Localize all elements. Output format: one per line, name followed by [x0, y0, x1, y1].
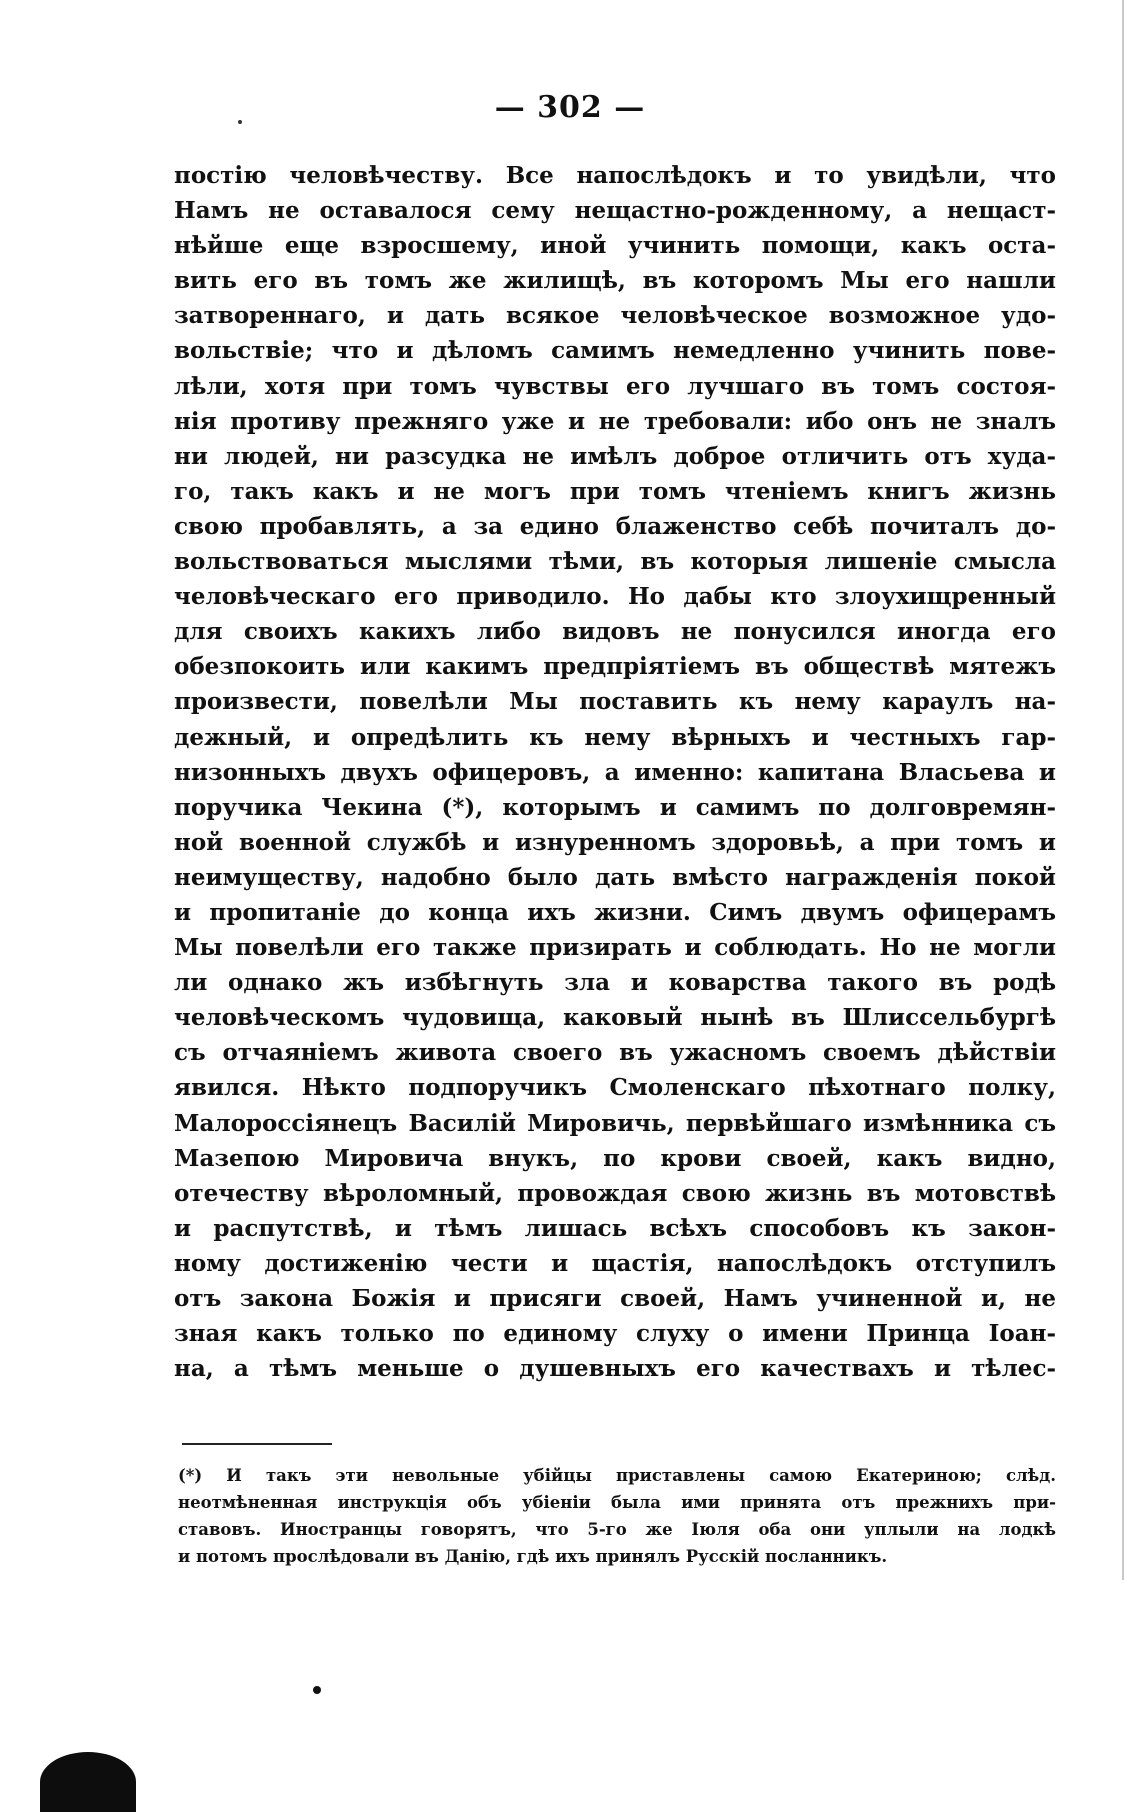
footnote [178, 1462, 1056, 1570]
text-line: произвести, повелѣли Мы поставить къ нему караулъ на- [174, 688, 1056, 716]
text-line: дежный, и опредѣлить къ нему вѣрныхъ и честныхъ гар- [174, 723, 1056, 751]
ink-dot [313, 1686, 321, 1694]
footnote-separator [182, 1443, 332, 1445]
text-line: зная какъ только по единому слуху о имени Принца Іоан- [174, 1320, 1056, 1348]
text-line: и распутствѣ, и тѣмъ лишась всѣхъ способовъ къ закон- [174, 1214, 1056, 1242]
text-line: низонныхъ двухъ офицеровъ, а именно: капитана Власьева и [174, 758, 1056, 786]
text-line: постію человѣчеству. Все напослѣдокъ и то увидѣли, что [174, 162, 1056, 189]
text-line: обезпокоить или какимъ предпріятіемъ въ обществѣ мятежъ [174, 653, 1056, 681]
text-line: вольствіе; что и дѣломъ самимъ немедленно учинить пове- [174, 337, 1056, 365]
footnote-line: ставовъ. Иностранцы говорятъ, что 5-го же Іюля оба они уплыли на лодкѣ [178, 1520, 1056, 1539]
text-line: вить его въ томъ же жилищѣ, въ которомъ Мы его нашли [174, 267, 1056, 295]
text-line: Мы повелѣли его также призирать и соблюдать. Но не могли [174, 934, 1056, 962]
footnote-line: неотмѣненная инструкція объ убіеніи была ими принята отъ прежнихъ при- [178, 1493, 1056, 1512]
page-number: — 302 — [494, 90, 646, 125]
text-line: для своихъ какихъ либо видовъ не понусился иногда его [174, 618, 1056, 646]
text-line: на, а тѣмъ меньше о душевныхъ его качествахъ и тѣлес- [174, 1355, 1056, 1383]
text-line: затвореннаго, и дать всякое человѣческое возможное удо- [174, 302, 1056, 330]
text-line: ли однако жъ избѣгнуть зла и коварства такого въ родѣ [174, 969, 1056, 997]
text-line: ной военной службѣ и изнуренномъ здоровьѣ, а при томъ и [174, 828, 1056, 856]
text-line: поручика Чекина (*), которымъ и самимъ по долговремян- [174, 793, 1056, 821]
main-text [174, 158, 1056, 1386]
text-line: Малороссіянецъ Василій Мировичь, первѣйшаго измѣнника съ [174, 1109, 1056, 1137]
text-line: человѣческаго его приводило. Но дабы кто злоухищренный [174, 583, 1056, 611]
text-line: Намъ не оставалося сему нещастно-рожденному, а нещаст- [174, 197, 1056, 225]
text-line: съ отчаяніемъ живота своего въ ужасномъ своемъ дѣйствіи [174, 1039, 1056, 1067]
text-line: нія противу прежняго уже и не требовали: ибо онъ не зналъ [174, 407, 1056, 435]
text-line: лѣли, хотя при томъ чувствы его лучшаго въ томъ состоя- [174, 372, 1056, 400]
text-line: ни людей, ни разсудка не имѣлъ доброе отличить отъ худа- [174, 442, 1056, 470]
text-line: отъ закона Божія и присяги своей, Намъ учиненной и, не [174, 1285, 1056, 1312]
text-line: явился. Нѣкто подпоручикъ Смоленскаго пѣхотнаго полку, [174, 1074, 1056, 1102]
text-line: отечеству вѣроломный, провождая свою жизнь въ мотовствѣ [174, 1179, 1056, 1207]
text-line: свою пробавлять, а за едино блаженство себѣ почиталъ до- [174, 512, 1056, 540]
ink-blot [40, 1752, 136, 1812]
text-line: ному достиженію чести и щастія, напослѣдокъ отступилъ [174, 1249, 1056, 1277]
text-line: неимуществу, надобно было дать вмѣсто награжденія покой [174, 863, 1056, 891]
footnote-line: (*) И такъ эти невольные убійцы приставлены самою Екатериною; слѣд. [178, 1466, 1056, 1485]
text-line: человѣческомъ чудовища, каковый нынѣ въ Шлиссельбургѣ [174, 1004, 1056, 1032]
text-line: вольствоваться мыслями тѣми, въ которыя лишеніе смысла [174, 548, 1056, 576]
text-line: Мазепою Мировича внукъ, по крови своей, какъ видно, [174, 1144, 1056, 1172]
text-line: го, такъ какъ и не могъ при томъ чтеніемъ книгъ жизнь [174, 477, 1056, 505]
page-edge-line [1122, 0, 1124, 1580]
footnote-line: и потомъ прослѣдовали въ Данію, гдѣ ихъ принялъ Русскій посланникъ. [178, 1547, 888, 1566]
ink-speck [238, 120, 242, 124]
text-line: нѣйше еще взросшему, иной учинить помощи, какъ оста- [174, 232, 1056, 260]
text-line: и пропитаніе до конца ихъ жизни. Симъ двумъ офицерамъ [174, 898, 1056, 926]
